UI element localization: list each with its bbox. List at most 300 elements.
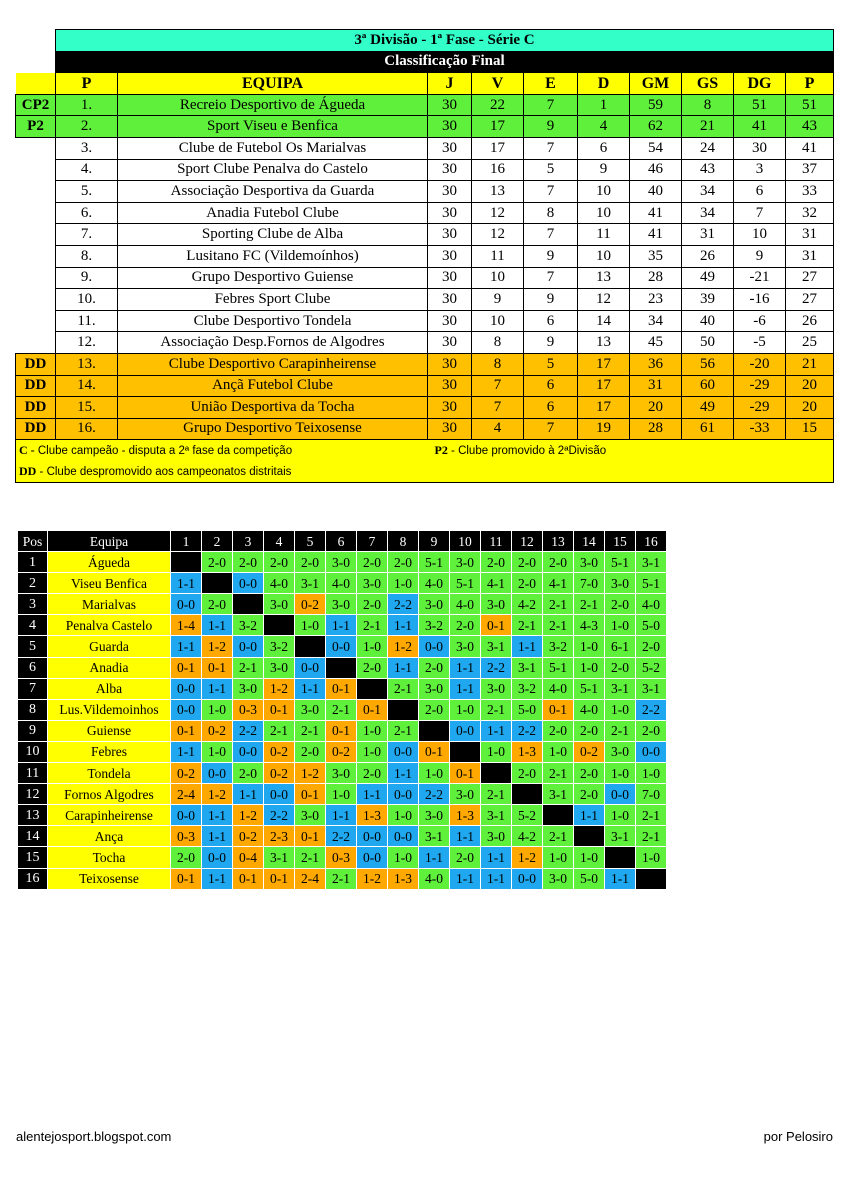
cell-goals-against: 43 <box>682 159 734 181</box>
matrix-pos: 5 <box>18 636 48 657</box>
matrix-result-cell: 0-2 <box>295 594 326 615</box>
cell-games: 30 <box>428 245 472 267</box>
matrix-result-cell: 1-2 <box>512 847 543 868</box>
matrix-result-cell: 1-0 <box>605 699 636 720</box>
matrix-result-cell: 1-1 <box>512 636 543 657</box>
cell-team: Lusitano FC (Vildemoínhos) <box>118 245 428 267</box>
cell-draws: 9 <box>524 245 578 267</box>
cell-goal-diff: -33 <box>734 418 786 440</box>
matrix-result-cell: 2-0 <box>512 573 543 594</box>
cell-wins: 17 <box>472 116 524 138</box>
matrix-result-cell: 3-2 <box>419 615 450 636</box>
matrix-result-cell: 3-0 <box>605 741 636 762</box>
cell-draws: 9 <box>524 116 578 138</box>
status-tag <box>16 310 56 332</box>
matrix-result-cell: 2-1 <box>357 615 388 636</box>
matrix-pos: 15 <box>18 847 48 868</box>
standings-title: 3ª Divisão - 1ª Fase - Série C <box>56 30 834 52</box>
matrix-result-cell: 3-1 <box>295 573 326 594</box>
matrix-result-cell: 1-1 <box>574 805 605 826</box>
matrix-result-cell: 0-1 <box>481 615 512 636</box>
cell-draws: 6 <box>524 310 578 332</box>
cell-position: 2. <box>56 116 118 138</box>
cell-position: 6. <box>56 202 118 224</box>
status-tag: DD <box>16 353 56 375</box>
matrix-result-cell: 3-0 <box>481 594 512 615</box>
cell-points: 32 <box>786 202 834 224</box>
matrix-result-cell: 4-0 <box>419 573 450 594</box>
matrix-result-cell: 2-4 <box>171 784 202 805</box>
cell-losses: 12 <box>578 289 630 311</box>
standings-row <box>16 418 834 440</box>
matrix-result-cell: 0-1 <box>171 720 202 741</box>
matrix-row <box>18 615 667 636</box>
matrix-result-cell: 2-2 <box>419 784 450 805</box>
cell-wins: 10 <box>472 267 524 289</box>
matrix-self-cell <box>543 805 574 826</box>
matrix-result-cell: 4-0 <box>326 573 357 594</box>
col-header-draws: E <box>524 73 578 95</box>
matrix-pos: 8 <box>18 699 48 720</box>
col-header-games: J <box>428 73 472 95</box>
matrix-result-cell: 4-1 <box>543 573 574 594</box>
cell-points: 33 <box>786 181 834 203</box>
cell-position: 4. <box>56 159 118 181</box>
cell-games: 30 <box>428 397 472 419</box>
cell-goal-diff: -5 <box>734 332 786 354</box>
cell-losses: 17 <box>578 353 630 375</box>
cell-goal-diff: 30 <box>734 137 786 159</box>
results-matrix <box>17 530 667 890</box>
matrix-result-cell: 3-1 <box>264 847 295 868</box>
matrix-result-cell: 4-0 <box>636 594 667 615</box>
cell-wins: 8 <box>472 353 524 375</box>
cell-goals-against: 8 <box>682 94 734 116</box>
matrix-result-cell: 3-1 <box>636 552 667 573</box>
matrix-result-cell: 2-1 <box>512 615 543 636</box>
status-tag: CP2 <box>16 94 56 116</box>
matrix-result-cell: 1-0 <box>574 657 605 678</box>
matrix-row <box>18 636 667 657</box>
cell-team: Clube Desportivo Carapinheirense <box>118 353 428 375</box>
status-tag <box>16 224 56 246</box>
matrix-result-cell: 4-3 <box>574 615 605 636</box>
col-header-goals-against: GS <box>682 73 734 95</box>
cell-games: 30 <box>428 137 472 159</box>
matrix-result-cell: 1-0 <box>574 847 605 868</box>
cell-losses: 1 <box>578 94 630 116</box>
matrix-result-cell: 1-0 <box>388 805 419 826</box>
matrix-result-cell: 0-2 <box>326 741 357 762</box>
matrix-pos: 6 <box>18 657 48 678</box>
cell-goals-for: 36 <box>630 353 682 375</box>
status-tag: DD <box>16 397 56 419</box>
matrix-self-cell <box>357 678 388 699</box>
matrix-result-cell: 0-0 <box>388 784 419 805</box>
matrix-result-cell: 0-2 <box>264 763 295 784</box>
cell-team: Grupo Desportivo Teixosense <box>118 418 428 440</box>
matrix-col-header: 15 <box>605 531 636 552</box>
matrix-result-cell: 0-0 <box>388 826 419 847</box>
matrix-result-cell: 1-1 <box>388 615 419 636</box>
matrix-result-cell: 4-2 <box>512 594 543 615</box>
matrix-pos: 13 <box>18 805 48 826</box>
cell-wins: 11 <box>472 245 524 267</box>
matrix-team: Fornos Algodres <box>48 784 171 805</box>
legend-promoted <box>428 440 834 462</box>
matrix-result-cell: 3-0 <box>326 594 357 615</box>
matrix-result-cell: 1-4 <box>171 615 202 636</box>
matrix-result-cell: 2-1 <box>543 594 574 615</box>
cell-points: 43 <box>786 116 834 138</box>
matrix-result-cell: 2-1 <box>543 615 574 636</box>
matrix-result-cell: 2-1 <box>233 657 264 678</box>
cell-goals-for: 34 <box>630 310 682 332</box>
matrix-result-cell: 1-1 <box>295 678 326 699</box>
matrix-result-cell: 0-2 <box>202 720 233 741</box>
matrix-result-cell: 2-0 <box>512 763 543 784</box>
matrix-result-cell: 1-1 <box>481 868 512 889</box>
cell-position: 16. <box>56 418 118 440</box>
cell-goal-diff: 9 <box>734 245 786 267</box>
matrix-result-cell: 3-1 <box>605 826 636 847</box>
matrix-result-cell: 1-0 <box>202 699 233 720</box>
matrix-pos-header: Pos <box>18 531 48 552</box>
matrix-col-header: 3 <box>233 531 264 552</box>
matrix-result-cell: 2-2 <box>388 594 419 615</box>
matrix-result-cell: 2-2 <box>512 720 543 741</box>
col-header-position: P <box>56 73 118 95</box>
matrix-result-cell: 5-0 <box>512 699 543 720</box>
matrix-team: Anadia <box>48 657 171 678</box>
matrix-row <box>18 720 667 741</box>
matrix-result-cell: 0-0 <box>419 636 450 657</box>
matrix-self-cell <box>605 847 636 868</box>
matrix-row <box>18 805 667 826</box>
footer-site: alentejosport.blogspot.com <box>16 1129 172 1144</box>
matrix-result-cell: 1-1 <box>357 784 388 805</box>
matrix-result-cell: 1-1 <box>450 868 481 889</box>
matrix-result-cell: 2-1 <box>295 847 326 868</box>
matrix-self-cell <box>233 594 264 615</box>
matrix-self-cell <box>202 573 233 594</box>
col-header-wins: V <box>472 73 524 95</box>
matrix-result-cell: 3-0 <box>264 594 295 615</box>
matrix-result-cell: 0-3 <box>326 847 357 868</box>
cell-wins: 13 <box>472 181 524 203</box>
cell-goals-against: 34 <box>682 202 734 224</box>
matrix-result-cell: 3-0 <box>264 657 295 678</box>
cell-goals-against: 39 <box>682 289 734 311</box>
matrix-result-cell: 5-1 <box>450 573 481 594</box>
matrix-result-cell: 3-0 <box>419 594 450 615</box>
standings-row <box>16 353 834 375</box>
matrix-result-cell: 1-0 <box>388 573 419 594</box>
matrix-result-cell: 3-0 <box>543 868 574 889</box>
matrix-result-cell: 0-0 <box>636 741 667 762</box>
matrix-pos: 12 <box>18 784 48 805</box>
standings-table <box>15 29 834 483</box>
matrix-result-cell: 1-1 <box>326 805 357 826</box>
col-header-goals-for: GM <box>630 73 682 95</box>
matrix-team: Viseu Benfica <box>48 573 171 594</box>
cell-team: Grupo Desportivo Guiense <box>118 267 428 289</box>
cell-wins: 7 <box>472 397 524 419</box>
matrix-result-cell: 3-0 <box>419 805 450 826</box>
matrix-result-cell: 1-0 <box>636 847 667 868</box>
status-tag <box>16 289 56 311</box>
cell-team: Sport Viseu e Benfica <box>118 116 428 138</box>
matrix-result-cell: 1-0 <box>481 741 512 762</box>
matrix-result-cell: 1-1 <box>202 678 233 699</box>
cell-wins: 7 <box>472 375 524 397</box>
matrix-result-cell: 3-0 <box>481 826 512 847</box>
matrix-col-header: 10 <box>450 531 481 552</box>
matrix-result-cell: 1-2 <box>202 636 233 657</box>
cell-draws: 7 <box>524 94 578 116</box>
matrix-col-header: 8 <box>388 531 419 552</box>
matrix-result-cell: 3-2 <box>233 615 264 636</box>
cell-goal-diff: 3 <box>734 159 786 181</box>
matrix-result-cell: 1-3 <box>357 805 388 826</box>
legend-row <box>16 461 834 483</box>
cell-draws: 7 <box>524 181 578 203</box>
cell-games: 30 <box>428 94 472 116</box>
matrix-result-cell: 2-0 <box>636 636 667 657</box>
matrix-result-cell: 3-0 <box>326 552 357 573</box>
matrix-col-header: 16 <box>636 531 667 552</box>
matrix-result-cell: 2-2 <box>481 657 512 678</box>
cell-losses: 4 <box>578 116 630 138</box>
cell-losses: 17 <box>578 397 630 419</box>
cell-games: 30 <box>428 418 472 440</box>
standings-row <box>16 289 834 311</box>
standings-row <box>16 267 834 289</box>
cell-goals-for: 20 <box>630 397 682 419</box>
matrix-result-cell: 0-1 <box>357 699 388 720</box>
matrix-result-cell: 4-0 <box>574 699 605 720</box>
matrix-result-cell: 2-0 <box>512 552 543 573</box>
matrix-result-cell: 2-0 <box>357 594 388 615</box>
status-tag <box>16 137 56 159</box>
matrix-team: Lus.Vildemoinhos <box>48 699 171 720</box>
cell-team: Clube Desportivo Tondela <box>118 310 428 332</box>
matrix-result-cell: 1-1 <box>419 847 450 868</box>
cell-wins: 12 <box>472 202 524 224</box>
matrix-result-cell: 0-1 <box>171 657 202 678</box>
matrix-result-cell: 3-0 <box>326 763 357 784</box>
matrix-col-header: 11 <box>481 531 512 552</box>
legend-relegated <box>16 461 834 483</box>
matrix-result-cell: 3-1 <box>543 784 574 805</box>
cell-position: 10. <box>56 289 118 311</box>
matrix-result-cell: 2-0 <box>481 552 512 573</box>
cell-goal-diff: -21 <box>734 267 786 289</box>
matrix-pos: 14 <box>18 826 48 847</box>
cell-games: 30 <box>428 289 472 311</box>
cell-wins: 4 <box>472 418 524 440</box>
matrix-result-cell: 0-0 <box>357 826 388 847</box>
matrix-result-cell: 1-1 <box>481 847 512 868</box>
cell-draws: 9 <box>524 289 578 311</box>
cell-position: 9. <box>56 267 118 289</box>
matrix-result-cell: 0-2 <box>233 826 264 847</box>
cell-points: 26 <box>786 310 834 332</box>
matrix-result-cell: 3-2 <box>264 636 295 657</box>
matrix-result-cell: 1-2 <box>357 868 388 889</box>
cell-draws: 8 <box>524 202 578 224</box>
cell-games: 30 <box>428 159 472 181</box>
matrix-result-cell: 5-1 <box>419 552 450 573</box>
matrix-result-cell: 1-1 <box>202 868 233 889</box>
status-tag: DD <box>16 375 56 397</box>
matrix-pos: 9 <box>18 720 48 741</box>
matrix-team: Alba <box>48 678 171 699</box>
matrix-pos: 2 <box>18 573 48 594</box>
matrix-result-cell: 0-2 <box>264 741 295 762</box>
cell-losses: 10 <box>578 245 630 267</box>
cell-goals-for: 28 <box>630 418 682 440</box>
matrix-team: Febres <box>48 741 171 762</box>
matrix-result-cell: 2-0 <box>357 657 388 678</box>
cell-losses: 19 <box>578 418 630 440</box>
matrix-result-cell: 1-3 <box>388 868 419 889</box>
matrix-result-cell: 0-1 <box>543 699 574 720</box>
matrix-row <box>18 826 667 847</box>
matrix-result-cell: 3-1 <box>512 657 543 678</box>
cell-draws: 6 <box>524 375 578 397</box>
cell-draws: 6 <box>524 397 578 419</box>
status-tag <box>16 267 56 289</box>
matrix-result-cell: 0-1 <box>264 699 295 720</box>
matrix-result-cell: 0-2 <box>574 741 605 762</box>
cell-goal-diff: -20 <box>734 353 786 375</box>
matrix-pos: 3 <box>18 594 48 615</box>
cell-goals-for: 54 <box>630 137 682 159</box>
matrix-result-cell: 1-1 <box>202 615 233 636</box>
cell-draws: 5 <box>524 353 578 375</box>
matrix-self-cell <box>419 720 450 741</box>
status-tag <box>16 245 56 267</box>
matrix-self-cell <box>450 741 481 762</box>
matrix-result-cell: 5-1 <box>605 552 636 573</box>
matrix-result-cell: 2-0 <box>295 552 326 573</box>
matrix-result-cell: 1-0 <box>388 847 419 868</box>
cell-games: 30 <box>428 181 472 203</box>
legend-champion-text: Clube campeão - disputa a 2ª fase da competição <box>37 444 293 457</box>
cell-draws: 9 <box>524 332 578 354</box>
cell-position: 1. <box>56 94 118 116</box>
cell-position: 13. <box>56 353 118 375</box>
matrix-result-cell: 7-0 <box>574 573 605 594</box>
legend-champion <box>16 440 428 462</box>
status-tag: DD <box>16 418 56 440</box>
matrix-result-cell: 1-0 <box>574 636 605 657</box>
standings-row <box>16 181 834 203</box>
matrix-result-cell: 1-0 <box>295 615 326 636</box>
col-header-points: P <box>786 73 834 95</box>
matrix-result-cell: 1-3 <box>450 805 481 826</box>
matrix-result-cell: 0-0 <box>233 741 264 762</box>
matrix-header-row <box>18 531 667 552</box>
cell-games: 30 <box>428 267 472 289</box>
matrix-result-cell: 2-1 <box>326 699 357 720</box>
matrix-result-cell: 2-1 <box>543 826 574 847</box>
matrix-col-header: 4 <box>264 531 295 552</box>
matrix-result-cell: 5-2 <box>512 805 543 826</box>
matrix-result-cell: 5-1 <box>636 573 667 594</box>
cell-losses: 11 <box>578 224 630 246</box>
matrix-result-cell: 2-1 <box>264 720 295 741</box>
matrix-team: Tondela <box>48 763 171 784</box>
matrix-result-cell: 3-0 <box>481 678 512 699</box>
cell-goal-diff: 51 <box>734 94 786 116</box>
matrix-pos: 4 <box>18 615 48 636</box>
matrix-self-cell <box>171 552 202 573</box>
matrix-result-cell: 5-1 <box>543 657 574 678</box>
legend-promoted-text: - Clube promovido à 2ªDivisão <box>451 444 607 457</box>
matrix-result-cell: 2-1 <box>295 720 326 741</box>
matrix-result-cell: 0-0 <box>171 699 202 720</box>
cell-goal-diff: 6 <box>734 181 786 203</box>
legend-champion-code: C - <box>19 442 35 457</box>
matrix-result-cell: 2-0 <box>450 847 481 868</box>
status-tag <box>16 202 56 224</box>
matrix-result-cell: 0-0 <box>357 847 388 868</box>
matrix-result-cell: 2-2 <box>636 699 667 720</box>
matrix-result-cell: 0-1 <box>202 657 233 678</box>
matrix-result-cell: 0-1 <box>295 784 326 805</box>
cell-losses: 10 <box>578 202 630 224</box>
matrix-result-cell: 4-1 <box>481 573 512 594</box>
cell-position: 7. <box>56 224 118 246</box>
matrix-result-cell: 0-0 <box>326 636 357 657</box>
cell-goals-for: 40 <box>630 181 682 203</box>
matrix-pos: 16 <box>18 868 48 889</box>
cell-team: Sporting Clube de Alba <box>118 224 428 246</box>
matrix-result-cell: 1-0 <box>543 847 574 868</box>
cell-wins: 8 <box>472 332 524 354</box>
standings-subtitle: Classificação Final <box>56 51 834 73</box>
matrix-result-cell: 0-0 <box>171 678 202 699</box>
matrix-result-cell: 2-0 <box>388 552 419 573</box>
cell-goals-against: 34 <box>682 181 734 203</box>
matrix-result-cell: 2-0 <box>233 763 264 784</box>
standings-row <box>16 310 834 332</box>
cell-points: 15 <box>786 418 834 440</box>
matrix-result-cell: 3-0 <box>450 784 481 805</box>
matrix-result-cell: 2-0 <box>419 699 450 720</box>
cell-team: Associação Desportiva da Guarda <box>118 181 428 203</box>
matrix-team-header: Equipa <box>48 531 171 552</box>
cell-goals-against: 31 <box>682 224 734 246</box>
standings-row <box>16 332 834 354</box>
cell-position: 11. <box>56 310 118 332</box>
cell-position: 14. <box>56 375 118 397</box>
matrix-result-cell: 1-1 <box>202 826 233 847</box>
matrix-result-cell: 4-0 <box>264 573 295 594</box>
matrix-result-cell: 0-1 <box>264 868 295 889</box>
matrix-result-cell: 0-0 <box>295 657 326 678</box>
matrix-team: Ança <box>48 826 171 847</box>
matrix-result-cell: 1-0 <box>357 636 388 657</box>
matrix-result-cell: 0-0 <box>233 573 264 594</box>
matrix-result-cell: 3-0 <box>450 636 481 657</box>
standings-row <box>16 375 834 397</box>
cell-goals-against: 21 <box>682 116 734 138</box>
matrix-result-cell: 0-0 <box>264 784 295 805</box>
matrix-result-cell: 2-0 <box>357 552 388 573</box>
